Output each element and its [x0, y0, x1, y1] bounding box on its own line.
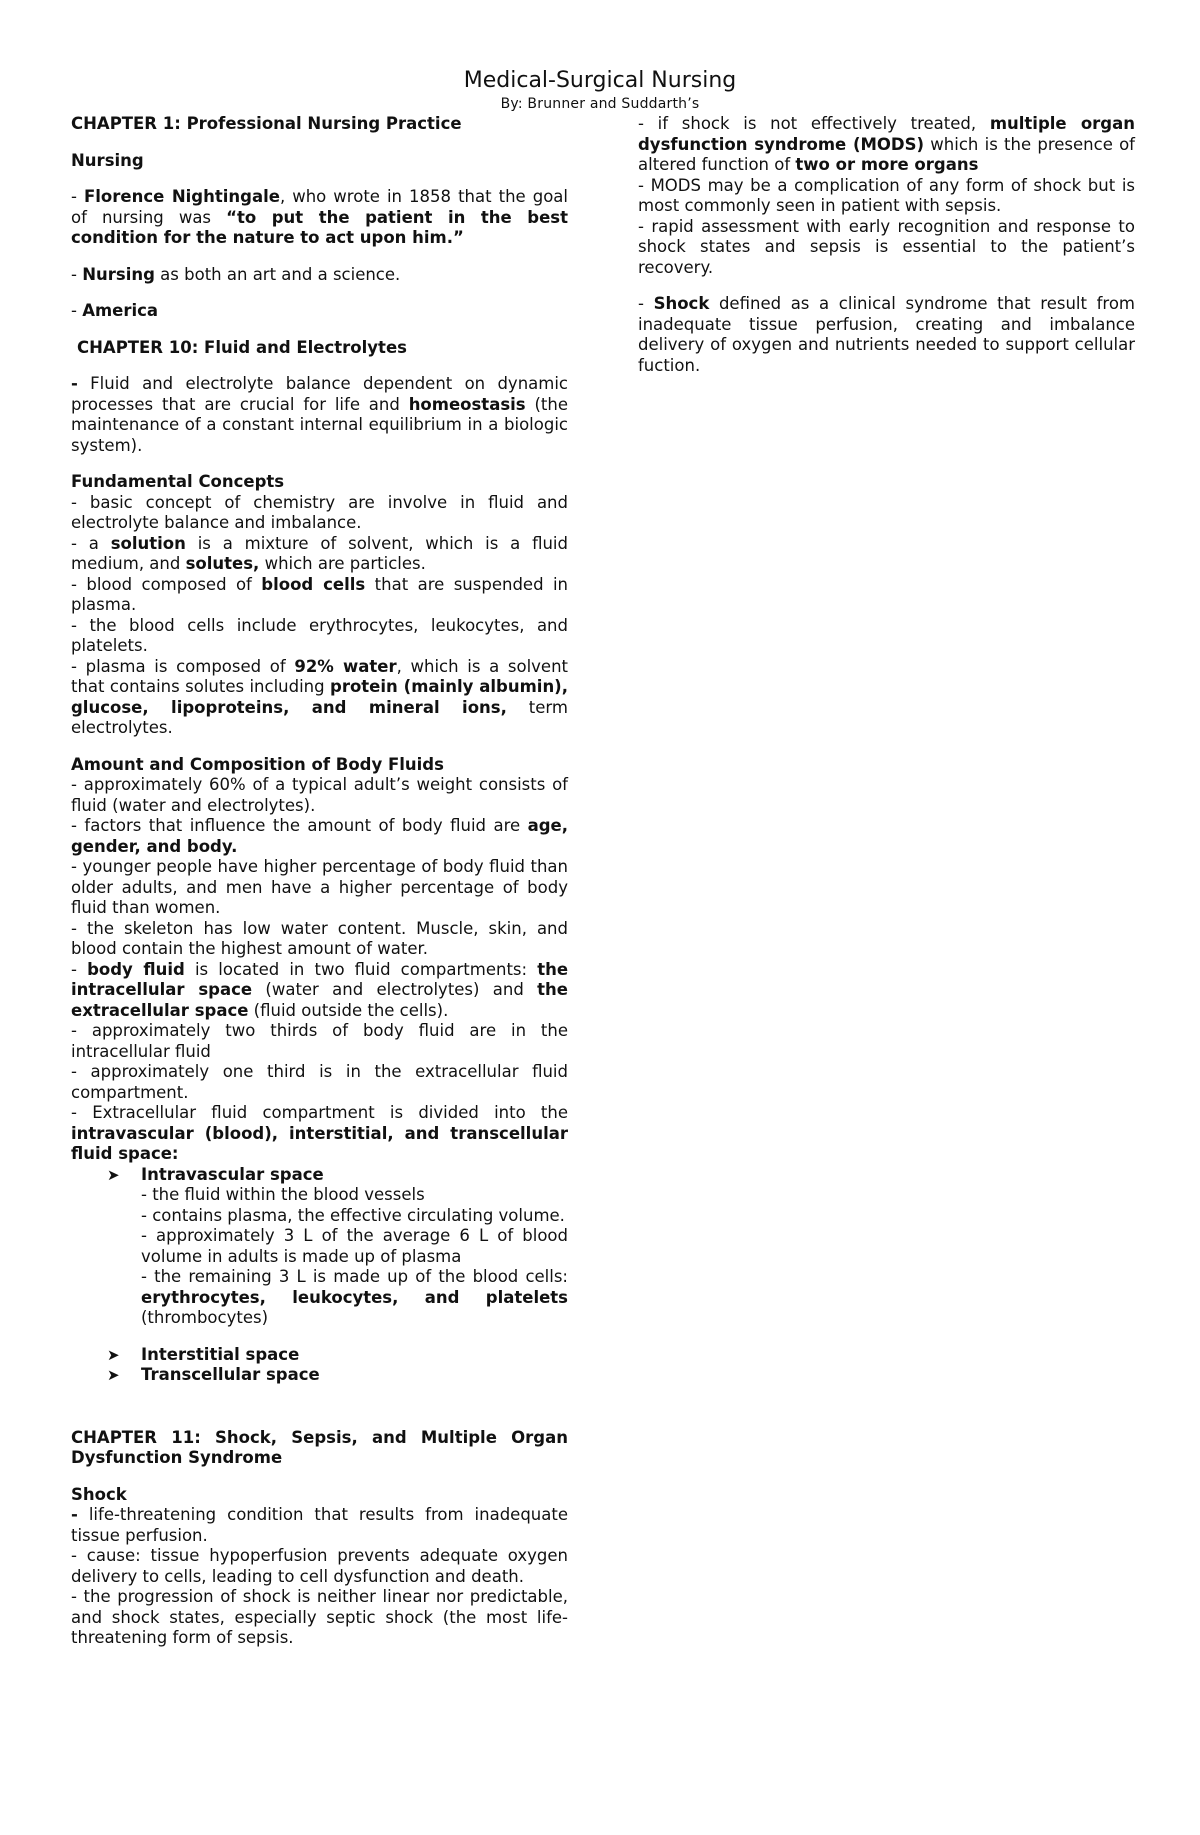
list-item: - approximately two thirds of body fluid are in the intracellular fluid	[71, 1021, 568, 1061]
list-item: - MODS may be a complication of any form of shock but is most commonly seen in patient with sepsis.	[638, 175, 1135, 215]
chapter-10-heading: CHAPTER 10: Fluid and Electrolytes	[77, 337, 407, 357]
list-item: - plasma is composed of 92% water, which is a solvent that contains solutes including protein (mainly albumin), glucose, lipoproteins, and mineral ions, term electrolytes.	[71, 656, 568, 737]
chapter-1-heading: CHAPTER 1: Professional Nursing Practice	[71, 114, 462, 133]
list-item: - if shock is not effectively treated, multiple organ dysfunction syndrome (MODS) which is the presence of altered function of two or more organs	[638, 114, 1135, 174]
list-item: - blood composed of blood cells that are suspended in plasma.	[71, 574, 568, 614]
list-item: - Shock defined as a clinical syndrome that result from inadequate tissue perfusion, creating and imbalance delivery of oxygen and nutrients needed to support cellular fuction.	[638, 294, 1135, 375]
list-item: - a solution is a mixture of solvent, which is a fluid medium, and solutes, which are particles.	[71, 533, 568, 573]
arrow-bullet-icon: ➤	[107, 1345, 120, 1364]
list-item: - the progression of shock is neither linear nor predictable, and shock states, especially septic shock (the most life-threatening form of sepsis.	[71, 1587, 568, 1647]
fundamental-concepts-heading: Fundamental Concepts	[71, 472, 285, 491]
arrow-bullet-icon: ➤	[107, 1165, 120, 1184]
list-item: - life-threatening condition that results from inadequate tissue perfusion.	[71, 1505, 568, 1545]
art-science-paragraph: - Nursing as both an art and a science.	[71, 264, 401, 284]
arrow-bullet-icon: ➤	[107, 1366, 120, 1384]
list-item: - rapid assessment with early recognition and response to shock states and sepsis is essential to the patient’s recovery.	[638, 216, 1135, 277]
list-item: - approximately one third is in the extracellular fluid compartment.	[71, 1062, 568, 1102]
right-column	[638, 114, 1135, 376]
chapter-11-heading: CHAPTER 11: Shock, Sepsis, and Multiple Organ Dysfunction Syndrome	[71, 1427, 568, 1467]
list-item: - contains plasma, the effective circulating volume.	[141, 1205, 565, 1225]
florence-paragraph: - Florence Nightingale, who wrote in 1858 that the goal of nursing was “to put the patient in the best condition for the nature to act upon him.”	[71, 187, 569, 247]
document-subtitle: By: Brunner and Suddarth’s	[500, 96, 700, 112]
list-item: - approximately 3 L of the average 6 L of blood volume in adults is made up of plasma	[141, 1226, 568, 1266]
bullet-interstitial: ➤ Interstitial space	[107, 1344, 300, 1364]
bullet-transcellular: ➤ Transcellular space	[107, 1365, 320, 1384]
list-item: - body fluid is located in two fluid compartments: the intracellular space (water and electrolytes) and the extracellular space (fluid outside the cells).	[71, 959, 569, 1020]
list-item: - basic concept of chemistry are involve in fluid and electrolyte balance and imbalance.	[71, 492, 568, 532]
list-item: - the remaining 3 L is made up of the blood cells: erythrocytes, leukocytes, and platelets (thrombocytes)	[141, 1267, 568, 1327]
nursing-heading: Nursing	[71, 150, 144, 170]
list-item: - the fluid within the blood vessels	[141, 1185, 425, 1204]
body-fluids-heading: Amount and Composition of Body Fluids	[71, 754, 444, 774]
document-title: Medical-Surgical Nursing	[463, 68, 737, 93]
list-item: - factors that influence the amount of body fluid are age, gender, and body.	[71, 816, 568, 856]
list-item: - the skeleton has low water content. Muscle, skin, and blood contain the highest amount of water.	[71, 918, 568, 958]
list-item: - Extracellular fluid compartment is divided into the intravascular (blood), interstitial, and transcellular fluid space:	[71, 1103, 568, 1163]
bullet-intravascular: ➤ Intravascular space	[107, 1164, 324, 1184]
america-paragraph: - America	[71, 301, 159, 320]
list-item: - the blood cells include erythrocytes, leukocytes, and platelets.	[71, 615, 568, 655]
fluid-balance-paragraph: - Fluid and electrolyte balance dependent on dynamic processes that are crucial for life and homeostasis (the maintenance of a constant internal equilibrium in a biologic system).	[71, 374, 568, 455]
list-item: - younger people have higher percentage of body fluid than older adults, and men have a higher percentage of body fluid than women.	[71, 857, 568, 917]
list-item: - approximately 60% of a typical adult’s weight consists of fluid (water and electrolytes).	[71, 775, 568, 815]
shock-heading: Shock	[71, 1484, 127, 1504]
list-item: - cause: tissue hypoperfusion prevents adequate oxygen delivery to cells, leading to cell dysfunction and death.	[71, 1546, 568, 1586]
left-column	[71, 114, 568, 1649]
